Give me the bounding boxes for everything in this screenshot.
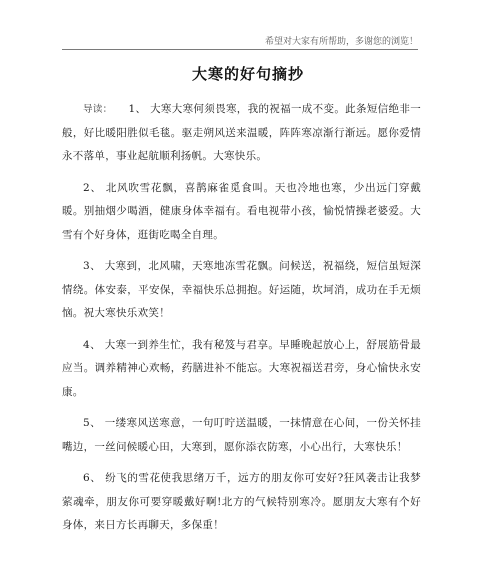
paragraph-1 (62, 98, 421, 169)
paragraph-text: 1、 大寒大寒何须畏寒，我的祝福一成不变。此条短信绝非一般，好比暖阳胜似毛毯。驱走朔风送来温暖，阵阵寒凉渐行渐远。愿你爱情永不落单，事业起航顺利扬帆。大寒快乐。 (62, 103, 422, 162)
paragraph-5: 5、 一缕寒风送寒意，一句叮咛送温暖，一抹情意在心间，一份关怀挂嘴边，一丝问候暖心田，大寒到，愿你添衣防寒，小心出行，大寒快乐！ (62, 417, 421, 453)
intro-label: 导读： (83, 104, 113, 115)
paragraph-6: 6、 纷飞的雪花使我思绪万千，远方的朋友你可安好?狂风袭击让我梦萦魂牵，朋友你可要穿暖戴好啊!北方的气候特别寒冷。愿朋友大寒有个好身体，来日方长再聊天，多保重！ (62, 472, 421, 531)
document-title: 大寒的好句摘抄 (191, 65, 304, 83)
paragraph-3: 3、 大寒到，北风啸，天寒地冻雪花飘。问候送，祝福绕，短信虽短深情绕。体安泰，平安保，幸福快乐总拥抱。好运随，坎坷消，成功在手无烦恼。祝大寒快乐欢笑！ (62, 260, 421, 319)
paragraph-2: 2、 北风吹雪花飘，喜鹊麻雀觅食叫。天也冷地也寒，少出远门穿戴暖。别抽烟少喝酒，健康身体幸福有。看电视带小孩，愉悦情操老婆爱。大雪有个好身体，逛街吃喝全自理。 (62, 181, 421, 241)
header-divider (62, 49, 418, 50)
document-body (62, 98, 421, 546)
paragraph-4: 4、 大寒一到养生忙，我有秘笈与君享。早睡晚起放心上，舒展筋骨最应当。调养精神心欢畅，药膳进补不能忘。大寒祝福送君旁，身心愉快永安康。 (62, 338, 421, 398)
header-note: 希望对大家有所帮助，多谢您的浏览！ (264, 37, 418, 47)
